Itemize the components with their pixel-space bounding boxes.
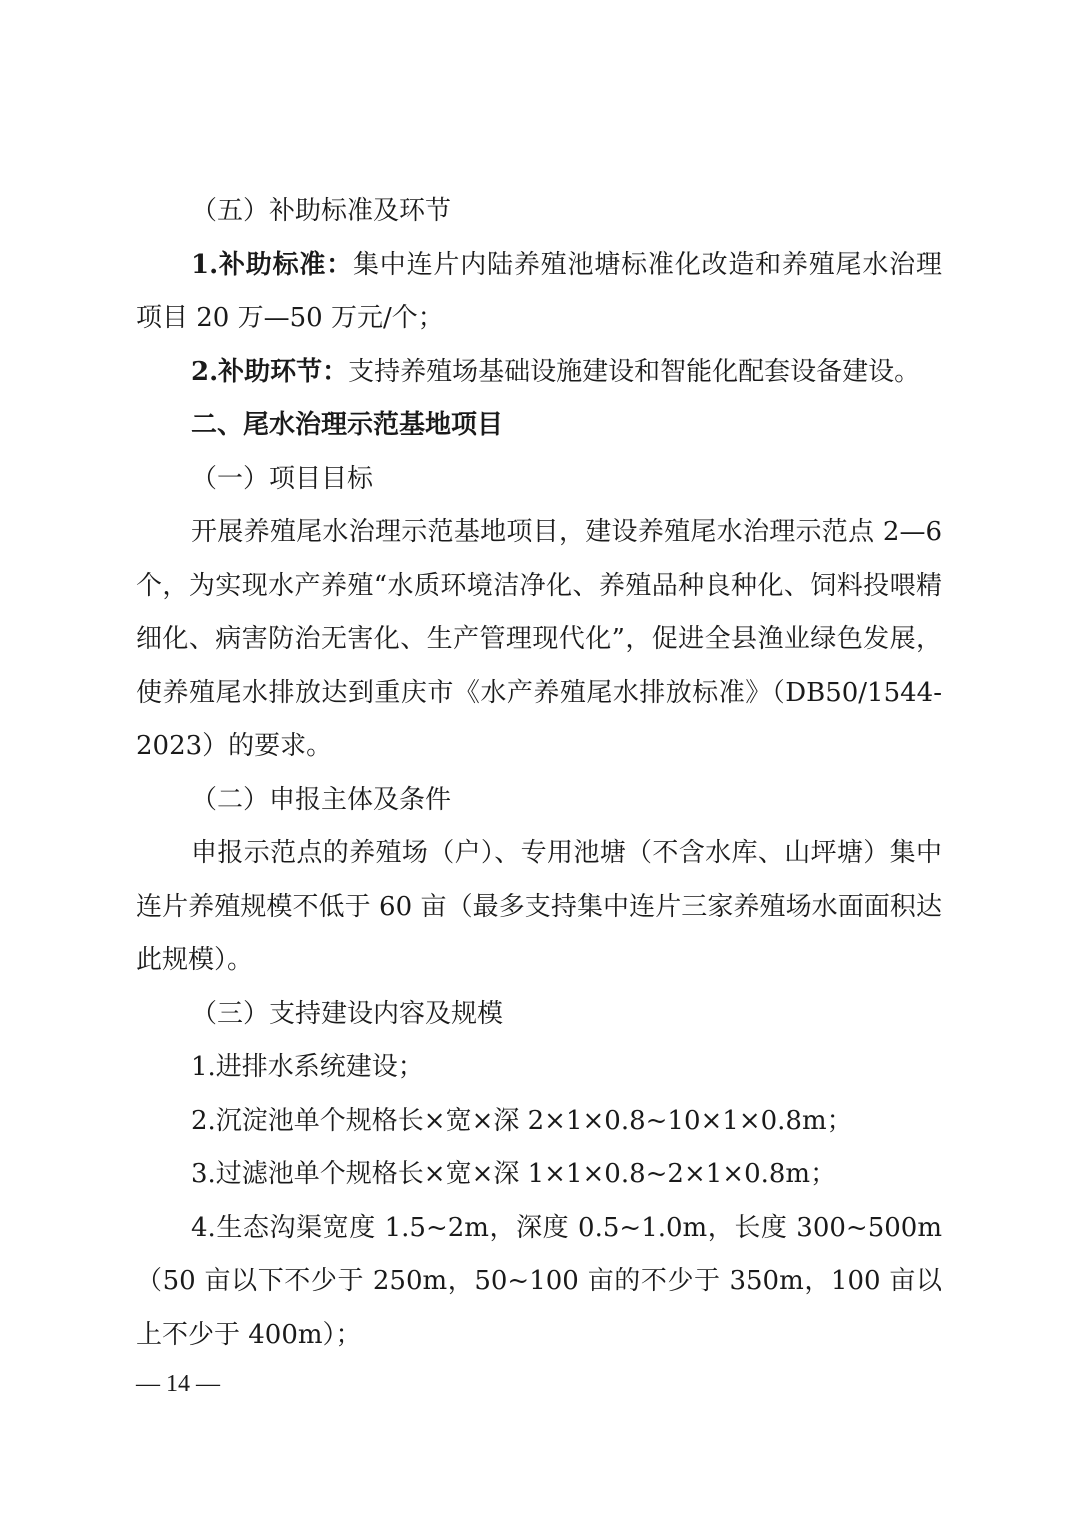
section-heading-2	[136, 774, 942, 828]
section-heading-5	[136, 185, 942, 239]
paragraph-text: 申报示范点的养殖场（户）、专用池塘（不含水库、山坪塘）集中连片养殖规模不低于 60 亩（最多支持集中连片三家养殖场水面面积达此规模）。	[136, 838, 942, 975]
list-item	[136, 1202, 942, 1363]
chapter-heading-2	[136, 399, 942, 453]
paragraph-lead: 2.补助环节：	[191, 356, 349, 387]
list-item	[136, 1041, 942, 1095]
paragraph-lead: 1.补助标准：	[191, 249, 353, 280]
subsidy-standard-paragraph	[136, 239, 942, 346]
project-goal-paragraph	[136, 506, 942, 774]
paragraph-text: 集中连片内陆养殖池塘标准化改造和养殖尾水治理项目 20 万—50 万元/个；	[136, 249, 942, 333]
list-item	[136, 1148, 942, 1202]
paragraph-text: （三）支持建设内容及规模	[191, 998, 504, 1029]
paragraph-text: 开展养殖尾水治理示范基地项目，建设养殖尾水治理示范点 2—6 个，为实现水产养殖“水质环境洁净化、养殖品种良种化、饲料投喂精细化、病害防治无害化、生产管理现代化”，促进全县渔业绿色发展，使养殖尾水排放达到重庆市《水产养殖尾水排放标准》（DB50/1544-2023）的要求。	[136, 517, 942, 761]
section-heading-3	[136, 988, 942, 1042]
paragraph-text: 1.进排水系统建设；	[191, 1052, 424, 1082]
document-body	[136, 185, 942, 1362]
section-heading-1	[136, 453, 942, 507]
paragraph-text: 2.沉淀池单个规格长×宽×深 2×1×0.8~10×1×0.8m；	[191, 1105, 853, 1136]
subsidy-link-paragraph	[136, 346, 942, 400]
paragraph-text: 支持养殖场基础设施建设和智能化配套设备建设。	[348, 356, 921, 387]
paragraph-text: （五）补助标准及环节	[191, 196, 452, 226]
applicant-conditions-paragraph	[136, 827, 942, 988]
paragraph-text: 4.生态沟渠宽度 1.5~2m，深度 0.5~1.0m，长度 300~500m（50 亩以下不少于 250m，50~100 亩的不少于 350m，100 亩以上不少于 400m）；	[136, 1212, 942, 1350]
paragraph-text: （二）申报主体及条件	[191, 784, 452, 815]
paragraph-text: 3.过滤池单个规格长×宽×深 1×1×0.8~2×1×0.8m；	[191, 1159, 837, 1189]
list-item	[136, 1095, 942, 1149]
paragraph-text: （一）项目目标	[191, 463, 374, 494]
paragraph-text: 二、尾水治理示范基地项目	[191, 410, 504, 440]
page-number: — 14 —	[136, 1371, 220, 1397]
